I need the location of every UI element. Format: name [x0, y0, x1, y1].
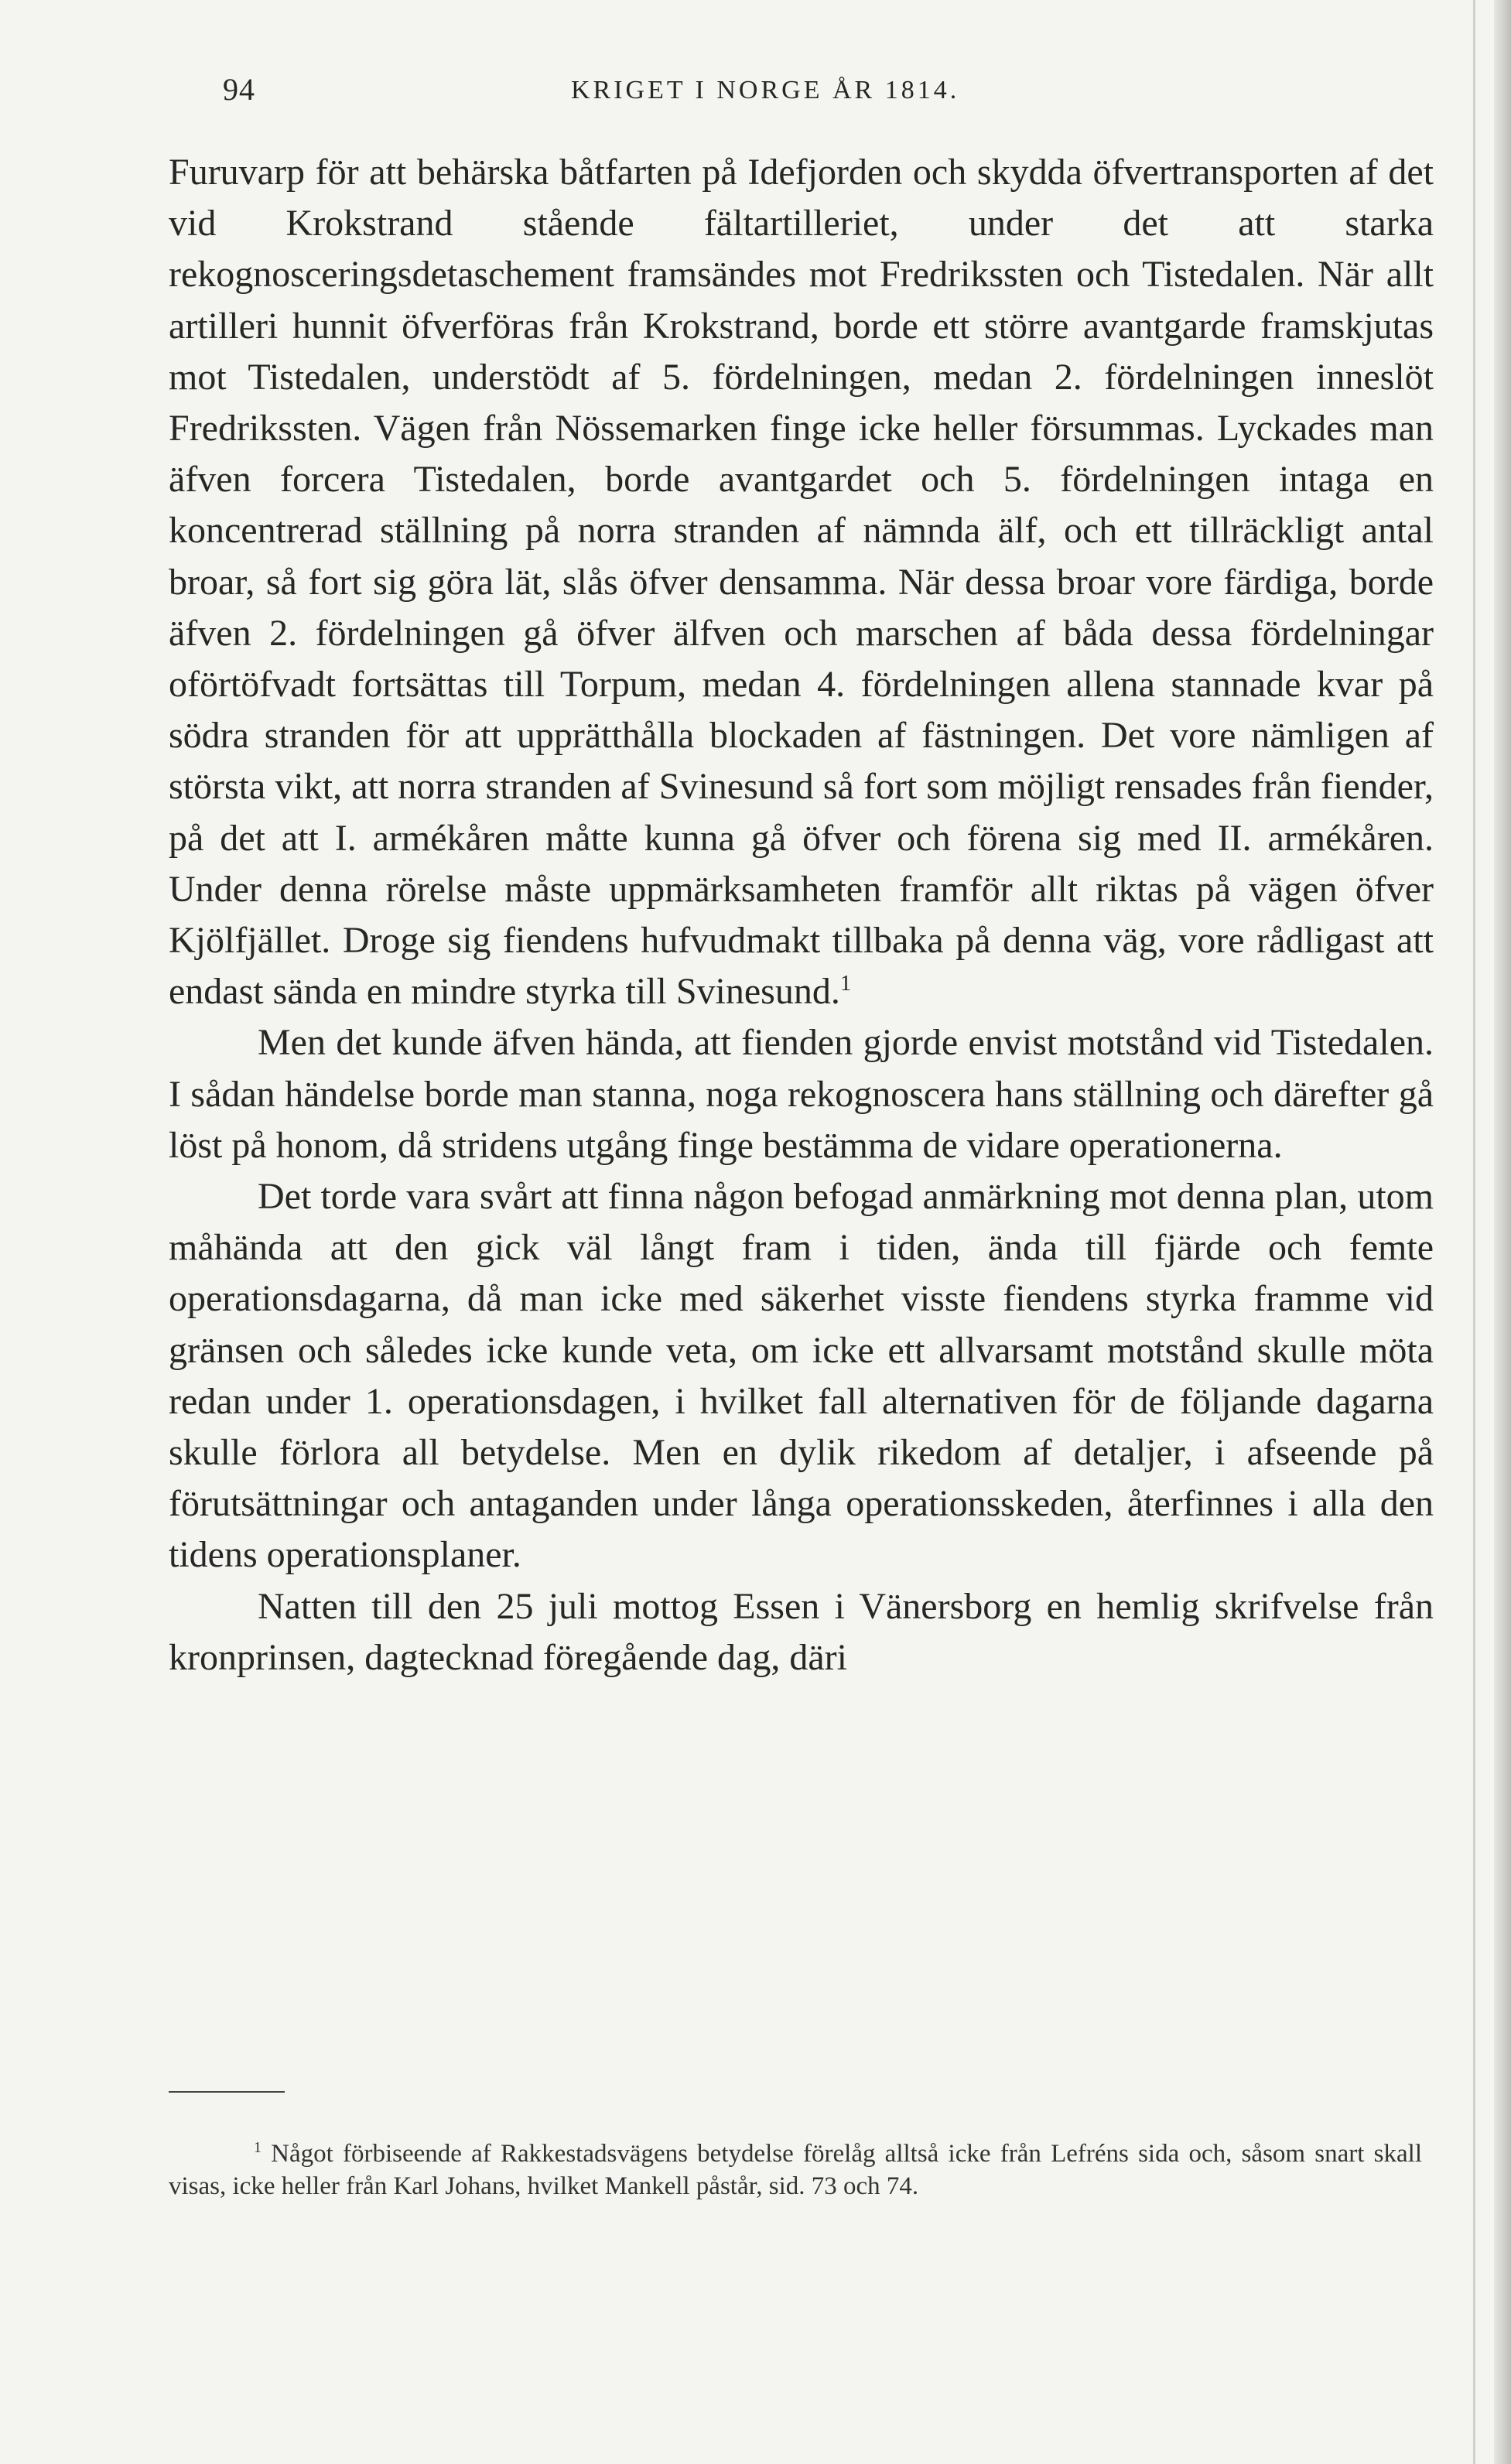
page-edge-line [1473, 0, 1475, 2464]
page-number: 94 [223, 72, 255, 107]
running-head [169, 71, 1434, 118]
paragraph: Det torde vara svårt att finna någon befogad anmärkning mot denna plan, utom måhända att den gick väl långt fram i tiden, ända till fjärde och femte operationsdagarna, då man icke med säkerhet visste fiendens styrka framme vid gränsen och således icke kunde veta, om icke ett allvarsamt motstånd skulle möta redan under 1. operationsdagen, i hvilket fall alternativen för de följande dagarna skulle förlora all betydelse. Men en dylik rikedom af detaljer, i afseende på förutsättningar och antaganden under långa operationsskeden, återfinnes i alla den tidens operationsplaner. [169, 1176, 1434, 1576]
running-title: KRIGET I NORGE ÅR 1814. [571, 76, 960, 104]
footnote-reference: 1 [839, 971, 852, 996]
paragraph: Natten till den 25 juli mottog Essen i Vänersborg en hemlig skrifvelse från kronprinsen, dagtecknad föregående dag, däri [169, 1585, 1434, 1678]
footnote-text: Något förbiseende af Rakkestadsvägens betydelse förelåg alltså icke från Lefréns sida och, såsom snart skall visas, icke heller från Karl Johans, hvilket Mankell påstår, sid. 73 och 74. [169, 2140, 1423, 2200]
paragraph-text: Furuvarp för att behärska båtfarten på Idefjorden och skydda öfvertransporten af det vid Krokstrand stående fältartilleriet, under det att starka rekognosceringsdetaschement framsändes mot Fredrikssten och Tistedalen. När allt artilleri hunnit öfverföras från Krokstrand, borde ett större avantgarde framskjutas mot Tistedalen, understödt af 5. fördelningen, medan 2. fördelningen inneslöt Fredrikssten. Vägen från Nössemarken finge icke heller försummas. Lyckades man äfven forcera Tistedalen, borde avantgardet och 5. fördelningen intaga en koncentrerad ställning på norra stranden af nämnda älf, och ett tillräckligt antal broar, så fort sig göra lät, slås öfver densamma. När dessa broar vore färdiga, borde äfven 2. fördelningen gå öfver älfven och marschen af båda dessa fördelningar oförtöfvadt fortsättas till Torpum, medan 4. fördelningen allena stannade kvar på södra stranden för att upprätthålla blockaden af fästningen. Det vore nämligen af största vikt, att norra stranden af Svinesund så fort som möjligt rensades från fiender, på det att I. armékåren måtte kunna gå öfver och förena sig med II. armékåren. Under denna rörelse måste uppmärksamheten framför allt riktas på vägen öfver Kjölfjället. Droge sig fiendens hufvudmakt tillbaka på denna väg, vore rådligast att endast sända en mindre styrka till Svinesund. [169, 152, 1434, 1013]
paragraph [169, 147, 1434, 1017]
footnote-marker: 1 [254, 2139, 262, 2156]
page-edge [1494, 0, 1511, 2464]
main-text [169, 147, 1434, 1683]
footnote [169, 2138, 1422, 2203]
footnote-rule [169, 2091, 285, 2093]
footnotes [169, 2138, 1422, 2203]
paragraph: Men det kunde äfven hända, att fienden gjorde envist motstånd vid Tistedalen. I sådan händelse borde man stanna, noga rekognoscera hans ställning och därefter gå löst på honom, då stridens utgång finge bestämma de vidare operationerna. [169, 1022, 1434, 1166]
